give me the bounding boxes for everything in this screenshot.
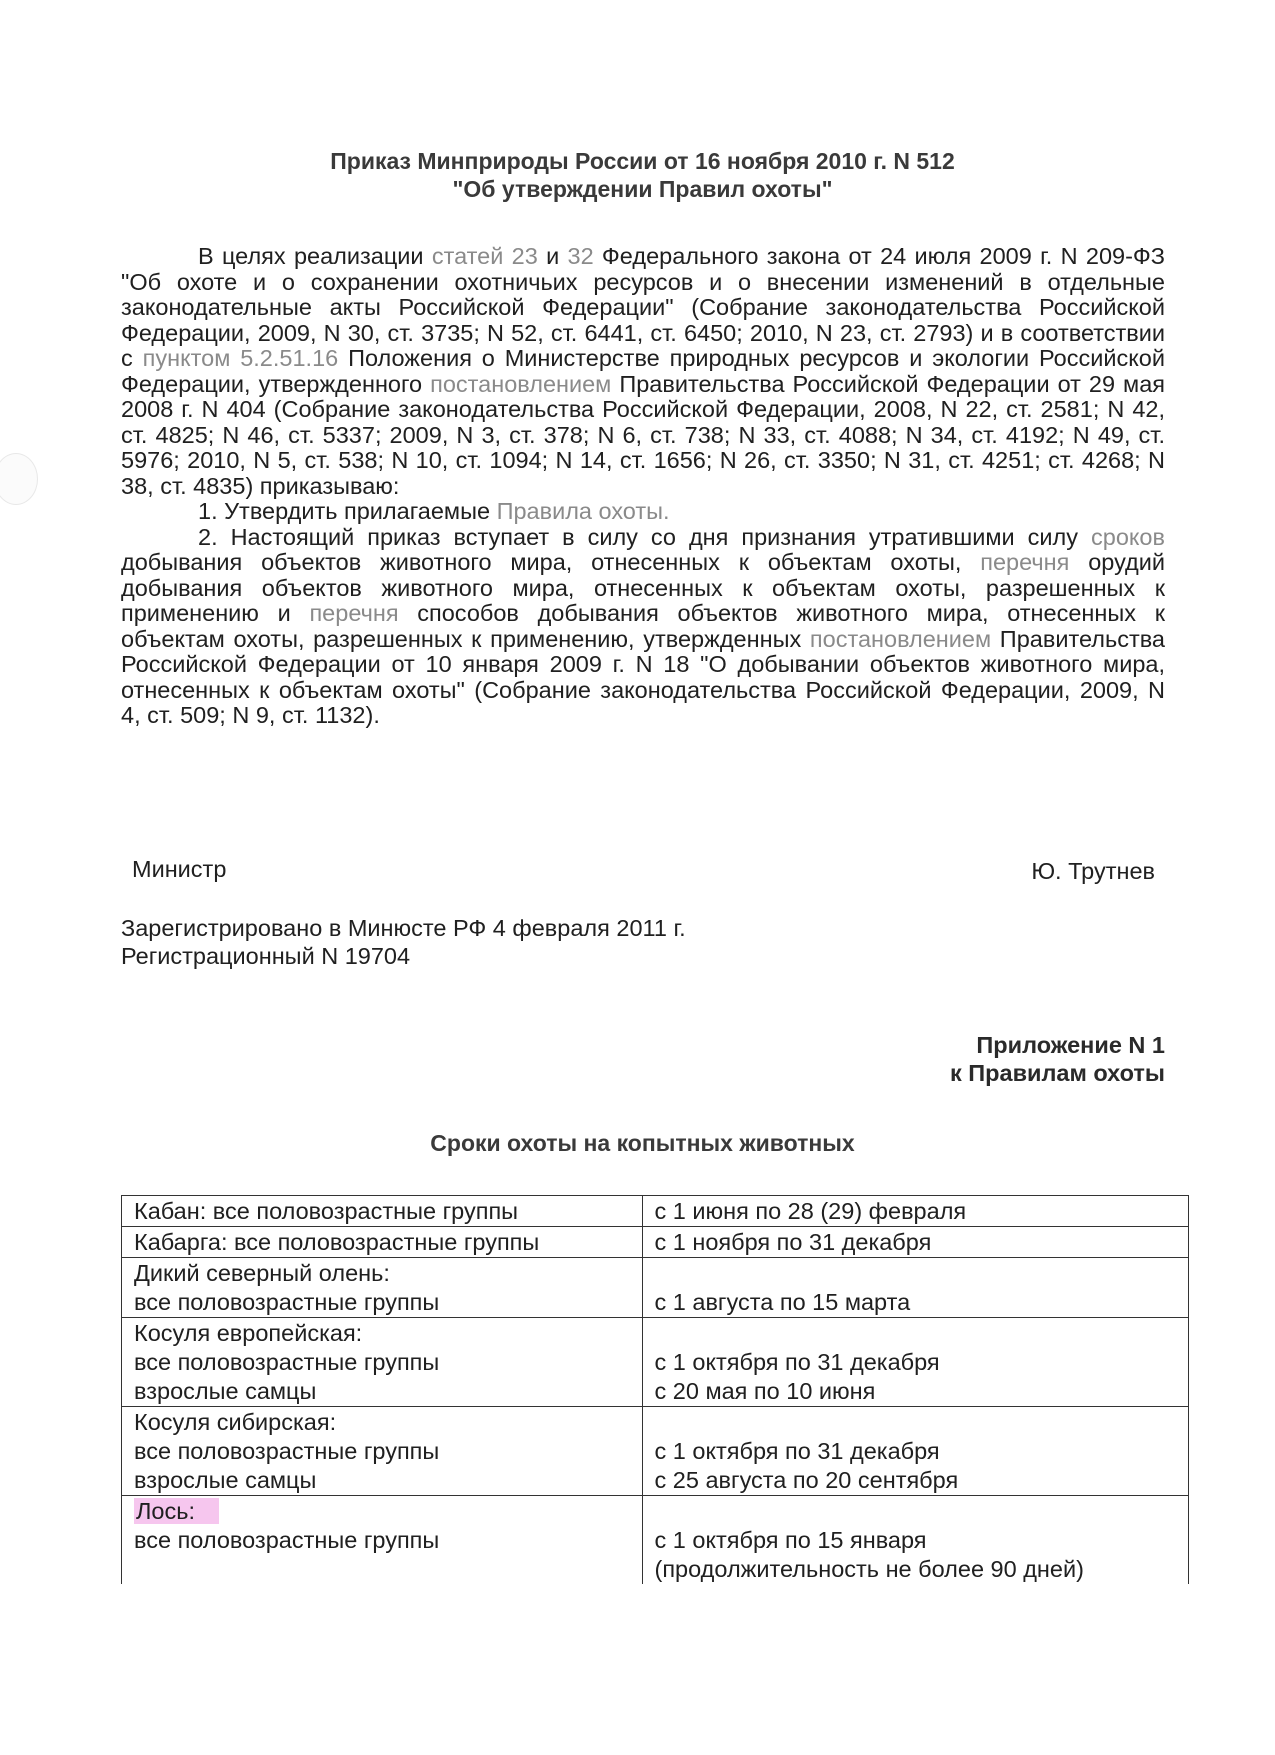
period-text: с 1 октября по 31 декабря	[654, 1349, 940, 1375]
period-cell	[642, 1227, 1189, 1258]
link-resolution[interactable]: постановлением	[430, 370, 612, 397]
item-1-paragraph	[121, 499, 1165, 525]
table-title: Сроки охоты на копытных животных	[430, 1130, 855, 1156]
period-text: с 20 мая по 10 июня	[654, 1378, 876, 1404]
animal-cell	[122, 1496, 643, 1585]
appendix-subheading: к Правилам охоты	[949, 1060, 1165, 1086]
animal-text: Кабан: все половозрастные группы	[134, 1198, 519, 1224]
text-span: В целях реализации	[198, 243, 432, 269]
animal-cell	[122, 1407, 643, 1496]
text-span: добывания объектов животного мира, отнесенных к объектам охоты,	[121, 549, 981, 575]
period-cell	[642, 1407, 1189, 1496]
link-hunting-rules[interactable]: Правила охоты.	[496, 498, 670, 524]
table-row	[122, 1496, 1189, 1585]
text-span: Положения о Министерстве природных ресурсов и экологии Российской Федерации, утвержденного	[121, 345, 1165, 397]
animal-text: Косуля сибирская:	[134, 1409, 337, 1435]
registration-number: Регистрационный N 19704	[121, 943, 411, 969]
order-subtitle: "Об утверждении Правил охоты"	[452, 176, 833, 202]
text-span: 1. Утвердить прилагаемые	[198, 498, 497, 524]
animal-text: Дикий северный олень:	[134, 1260, 390, 1286]
period-text: с 25 августа по 20 сентября	[654, 1467, 959, 1493]
text-span: орудий добывания объектов животного мира, отнесенных к объектам охоты, разрешенных к применению и	[121, 549, 1166, 626]
table-row	[122, 1227, 1189, 1258]
period-cell	[642, 1258, 1189, 1318]
period-text: с 1 ноября по 31 декабря	[654, 1229, 932, 1255]
link-resolution-2[interactable]: постановлением	[809, 625, 992, 652]
table-row	[122, 1258, 1189, 1318]
period-text: с 1 октября по 31 декабря	[654, 1438, 940, 1464]
animal-cell	[122, 1227, 643, 1258]
animal-cell	[122, 1318, 643, 1407]
period-text: с 1 октября по 15 января	[654, 1527, 927, 1553]
link-terms[interactable]: сроков	[1091, 523, 1165, 550]
period-cell	[642, 1318, 1189, 1407]
order-title: Приказ Минприроды России от 16 ноября 2010 г. N 512	[330, 148, 955, 174]
animal-text: все половозрастные группы	[134, 1438, 440, 1464]
table-row	[122, 1318, 1189, 1407]
animal-cell	[122, 1196, 643, 1227]
link-list-methods[interactable]: перечня	[309, 600, 399, 626]
text-span: способов добывания объектов животного мира, отнесенных к объектам охоты, разрешенных к применению, утвержденных	[121, 600, 1165, 652]
animal-text: Косуля европейская:	[134, 1320, 363, 1346]
preamble-paragraph	[121, 244, 1165, 499]
animal-text: взрослые самцы	[134, 1467, 317, 1493]
animal-text: все половозрастные группы	[134, 1289, 440, 1315]
hunting-terms-table	[121, 1195, 1189, 1584]
animal-text: Кабарга: все половозрастные группы	[134, 1229, 540, 1255]
link-articles[interactable]: статей 23	[431, 243, 538, 269]
link-clause[interactable]: пунктом 5.2.51.16	[142, 345, 339, 371]
text-span: и	[537, 243, 568, 269]
table-row	[122, 1407, 1189, 1496]
punch-hole-mark	[0, 453, 38, 505]
period-text: с 1 июня по 28 (29) февраля	[654, 1198, 967, 1224]
text-span: 2. Настоящий приказ вступает в силу со дня признания утратившими силу	[198, 523, 1091, 550]
period-text: (продолжительность не более 90 дней)	[654, 1556, 1084, 1582]
link-article-32[interactable]: 32	[567, 243, 594, 269]
animal-text: все половозрастные группы	[134, 1349, 440, 1375]
signature-name: Ю. Трутнев	[1031, 858, 1155, 884]
animal-text: взрослые самцы	[134, 1378, 317, 1404]
text-span: Федерального закона от 24 июля 2009 г. N 209-ФЗ "Об охоте и о сохранении охотничьих ресурсов и о внесении изменений в отдельные законодательные акты Российской Федерации" (Собрание законодательства Российской Федерации, 2009, N 30, ст. 3735; N 52, ст. 6441, ст. 6450; 2010, N 23, ст. 2793) и в соответствии с	[121, 243, 1165, 371]
period-text: с 1 августа по 15 марта	[654, 1289, 911, 1315]
item-2-paragraph	[121, 525, 1165, 729]
text-span: Правительства Российской Федерации от 29 мая 2008 г. N 404 (Собрание законодательства Российской Федерации, 2008, N 22, ст. 2581; N 42, ст. 4825; N 46, ст. 5337; 2009, N 3, ст. 378; N 6, ст. 738; N 33, ст. 4088; N 34, ст. 4192; N 49, ст. 5976; 2010, N 5, ст. 538; N 10, ст. 1094; N 14, ст. 1656; N 26, ст. 3350; N 31, ст. 4251; ст. 4268; N 38, ст. 4835) приказываю:	[121, 370, 1165, 499]
text-span: Правительства Российской Федерации от 10 января 2009 г. N 18 "О добывании объектов животного мира, отнесенных к объектам охоты" (Собрание законодательства Российской Федерации, 2009, N 4, ст. 509; N 9, ст. 1132).	[121, 625, 1165, 728]
order-body	[121, 244, 1165, 729]
registration-line: Зарегистрировано в Минюсте РФ 4 февраля 2011 г.	[121, 915, 686, 941]
highlighted-animal-text: Лось:	[134, 1498, 219, 1524]
link-list-tools[interactable]: перечня	[980, 549, 1070, 575]
appendix-heading: Приложение N 1	[976, 1032, 1165, 1058]
table-row	[122, 1196, 1189, 1227]
animal-cell	[122, 1258, 643, 1318]
animal-text: все половозрастные группы	[134, 1527, 440, 1553]
period-cell	[642, 1196, 1189, 1227]
signature-position: Министр	[132, 856, 227, 882]
period-cell	[642, 1496, 1189, 1585]
